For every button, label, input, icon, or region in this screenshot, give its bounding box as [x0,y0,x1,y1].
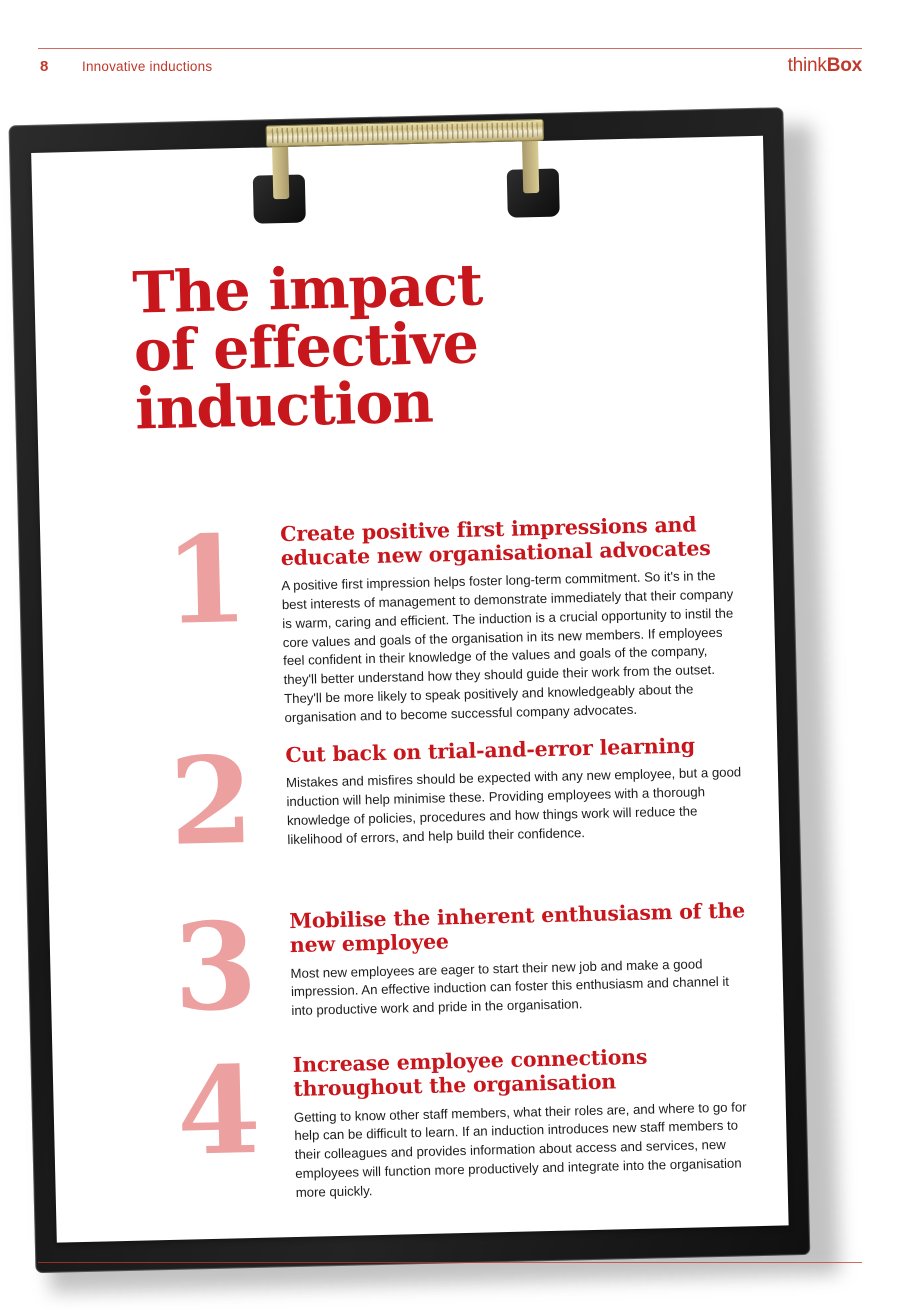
list-item [152,1042,755,1206]
point-heading: Increase employee connections throughout the organisation [292,1044,648,1102]
brand-logo-bold: Box [826,55,862,76]
page-title-line-2: of effective [133,309,479,385]
paper-sheet [31,136,788,1243]
clipboard-clip [243,100,566,218]
point-body [289,898,752,1020]
point-body [292,1042,755,1202]
page-title-line-1: The impact [131,251,483,327]
list-item [140,508,745,730]
point-text: Mistakes and misfires should be expected with any new employee, but a good induction will help minimise these. Providing employees with a thorough knowledge of policies, procedures and how things work will reduce the likelihood of errors, and help build their confidence. [285,764,742,847]
page-number: 8 [40,58,49,75]
point-number: 4 [175,1040,263,1183]
point-number: 1 [162,508,250,652]
list-item [149,898,752,1040]
page-header [38,48,862,86]
point-text: Most new employees are eager to start their new job and make a good impression. An effective induction can foster this enthusiasm and channel it into productive work and pride in the organisation. [290,955,730,1019]
running-head: Innovative inductions [82,59,213,74]
header-divider [38,48,862,49]
point-text: A positive first impression helps foster long-term commitment. So it's in the best interests of management to demonstrate immediately that their company is warm, caring and efficient. The induction is a crucial opportunity to instil the core values and goals of the organisation in its new members. If employees feel confident in their knowledge of the values and goals of the company, they'll better understand how they should guide their work from the outset. They'll be more likely to speak positively and knowledgeably about the organisation and to become successful company advocates. [281,568,734,725]
clip-arm-left [272,143,289,199]
list-item [145,730,748,897]
footer-divider [38,1262,862,1263]
clip-arm-right [522,137,539,193]
points-list [140,508,756,1222]
point-body [285,733,747,850]
brand-logo [788,55,862,77]
point-heading: Cut back on trial-and-error learning [285,733,696,768]
point-text: Getting to know other staff members, what their roles are, and where to go for help can be difficult to learn. If an induction introduces new staff members to their colleagues and provides information about access and services, new employees will function more productively and integrate into the organisation more quickly. [293,1098,747,1200]
clipboard-illustration [9,107,826,1280]
point-heading: Mobilise the inherent enthusiasm of the new employee [289,898,746,958]
point-number: 3 [172,896,259,1040]
brand-logo-light: think [787,55,827,76]
page-title [131,251,696,443]
page-title-line-3: induction [134,368,434,443]
point-body [280,511,745,727]
point-number: 2 [168,730,255,874]
point-heading: Create positive first impressions and educate new organisational advocates [279,512,711,571]
